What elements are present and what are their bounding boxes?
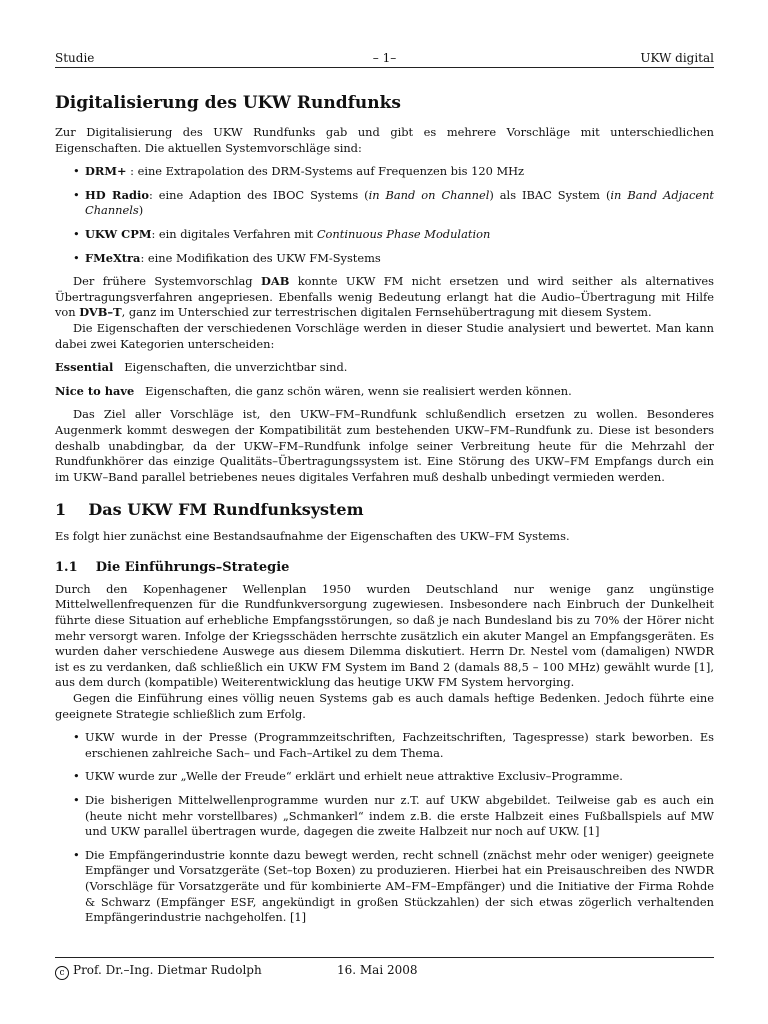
header-page-number: – 1– bbox=[372, 51, 397, 65]
footer-date: 16. Mai 2008 bbox=[337, 963, 418, 977]
kopenhagen-paragraph: Durch den Kopenhagener Wellenplan 1950 wurden Deutschland nur wenige ganz ungünstige Mittelwellenfrequenzen für die Rundfunkversorgung zugewiesen. Insbesondere nach Einbruch der Dunkelheit führte diese Situation auf erhebliche Empfangsstörungen, so daß je nach Bundesland bis zu 70% der Hörer nicht mehr versorgt waren. Infolge der Kriegsschäden herrschte zusätzlich ein akuter Mangel an Empfangsgeräten. Es wurden daher verschiedene Auswege aus diesem Dilemma diskutiert. Herrn Dr. Nestel vom (damaligen) NWDR ist es zu verdanken, daß schließlich ein UKW FM System im Band 2 (damals 88,5 – 100 MHz) gewählt wurde [1], aus dem durch (kompatible) Weiterentwicklung das heutige UKW FM System hervorging. bbox=[55, 581, 714, 690]
list-item: • HD Radio: eine Adaption des IBOC Systems (in Band on Channel) als IBAC System (in Band Adjacent Channels) bbox=[73, 187, 714, 218]
list-item: • UKW CPM: ein digitales Verfahren mit Continuous Phase Modulation bbox=[73, 226, 491, 241]
list-item: • Die bisherigen Mittelwellenprogramme wurden nur z.T. auf UKW abgebildet. Teilweise gab es auch ein (heute nicht mehr vorstellbares) „Schmankerl“ indem z.B. die erste Halbzeit eines Fußballspiels auf MW und UKW parallel übertragen wurde, dagegen die zweite Halbzeit nur noch auf UKW. [1] bbox=[73, 793, 714, 839]
goal-paragraph: Das Ziel aller Vorschläge ist, den UKW–FM–Rundfunk schlußendlich ersetzen zu wollen. Besonderes Augenmerk kommt deswegen der Kompatibilität zum bestehenden UKW–FM–Rundfunk zu. Diese ist besonders deshalb unabdingbar, da der UKW–FM–Rundfunk infolge seiner Verbreitung heute für die Mehrzahl der Rundfunkhörer das einzige Qualitäts–Übertragungssystem ist. Eine Störung des UKW–FM Empfangs durch ein im UKW–Band parallel betriebenes neues digitales Verfahren muß deshalb unbedingt vermieden werden. bbox=[55, 407, 714, 484]
strategy-list bbox=[55, 730, 714, 926]
copyright-icon: c bbox=[55, 966, 69, 980]
list-item: • FMeXtra: eine Modifikation des UKW FM-Systems bbox=[73, 250, 381, 265]
section-1-intro: Es folgt hier zunächst eine Bestandsaufnahme der Eigenschaften des UKW–FM Systems. bbox=[55, 529, 570, 544]
list-item: • Die Empfängerindustrie konnte dazu bewegt werden, recht schnell (znächst mehr oder weniger) geeignete Empfänger und Vorsatzgeräte (Set–top Boxen) zu produzieren. Hierbei hat ein Preisauschreiben des NWDR (Vorschläge für Vorsatzgeräte und für kombinierte AM–FM–Empfänger) und die Initiative der Firma Rohde & Schwarz (Empfänger ESF, angekündigt in großen Stückzahlen) der sich etwas zögerlich verhaltenden Empfängerindustrie nachgeholfen. [1] bbox=[73, 847, 714, 925]
list-item: • DRM+ : eine Extrapolation des DRM-Systems auf Frequenzen bis 120 MHz bbox=[73, 164, 525, 179]
category-essential: Essential Eigenschaften, die unverzichtbar sind. bbox=[55, 360, 348, 375]
category-nice-to-have: Nice to have Eigenschaften, die ganz schön wären, wenn sie realisiert werden können. bbox=[55, 383, 572, 398]
header-left: Studie bbox=[55, 51, 95, 65]
footer-rule bbox=[55, 957, 714, 958]
footer-author: c Prof. Dr.–Ing. Dietmar Rudolph bbox=[55, 962, 262, 980]
list-item: • UKW wurde in der Presse (Programmzeitschriften, Fachzeitschriften, Tagespresse) stark beworben. Es erschienen zahlreiche Sach– und Fach–Artikel zu dem Thema. bbox=[73, 730, 714, 760]
section-1-heading: 1 Das UKW FM Rundfunksystem bbox=[55, 500, 364, 520]
properties-paragraph: Die Eigenschaften der verschiedenen Vorschläge werden in dieser Studie analysiert und bewertet. Man kann dabei zwei Kategorien unterscheiden: bbox=[55, 320, 714, 351]
header-right: UKW digital bbox=[640, 51, 714, 65]
page-title: Digitalisierung des UKW Rundfunks bbox=[55, 93, 401, 113]
section-1-1-heading: 1.1 Die Einführungs–Strategie bbox=[55, 559, 290, 575]
header-rule bbox=[55, 67, 714, 68]
list-item: • UKW wurde zur „Welle der Freude“ erklärt und erhielt neue attraktive Exclusiv–Programme. bbox=[73, 769, 623, 784]
strategy-paragraph: Gegen die Einführung eines völlig neuen Systems gab es auch damals heftige Bedenken. Jedoch führte eine geeignete Strategie schließlich zum Erfolg. bbox=[55, 691, 714, 721]
category-list bbox=[55, 360, 714, 399]
system-list bbox=[55, 164, 714, 266]
page-header bbox=[55, 50, 714, 66]
dab-paragraph: Der frühere Systemvorschlag DAB konnte UKW FM nicht ersetzen und wird seither als alternatives Übertragungsverfahren angepriesen. Ebenfalls wenig Bedeutung erlangt hat die Audio–Übertragung mit Hilfe von DVB–T, ganz im Unterschied zur terrestrischen digitalen Fernsehübertragung mit diesem System. bbox=[55, 274, 714, 320]
document-body bbox=[55, 88, 714, 934]
intro-paragraph: Zur Digitalisierung des UKW Rundfunks gab und gibt es mehrere Vorschläge mit unterschiedlichen Eigenschaften. Die aktuellen Systemvorschläge sind: bbox=[55, 125, 714, 155]
